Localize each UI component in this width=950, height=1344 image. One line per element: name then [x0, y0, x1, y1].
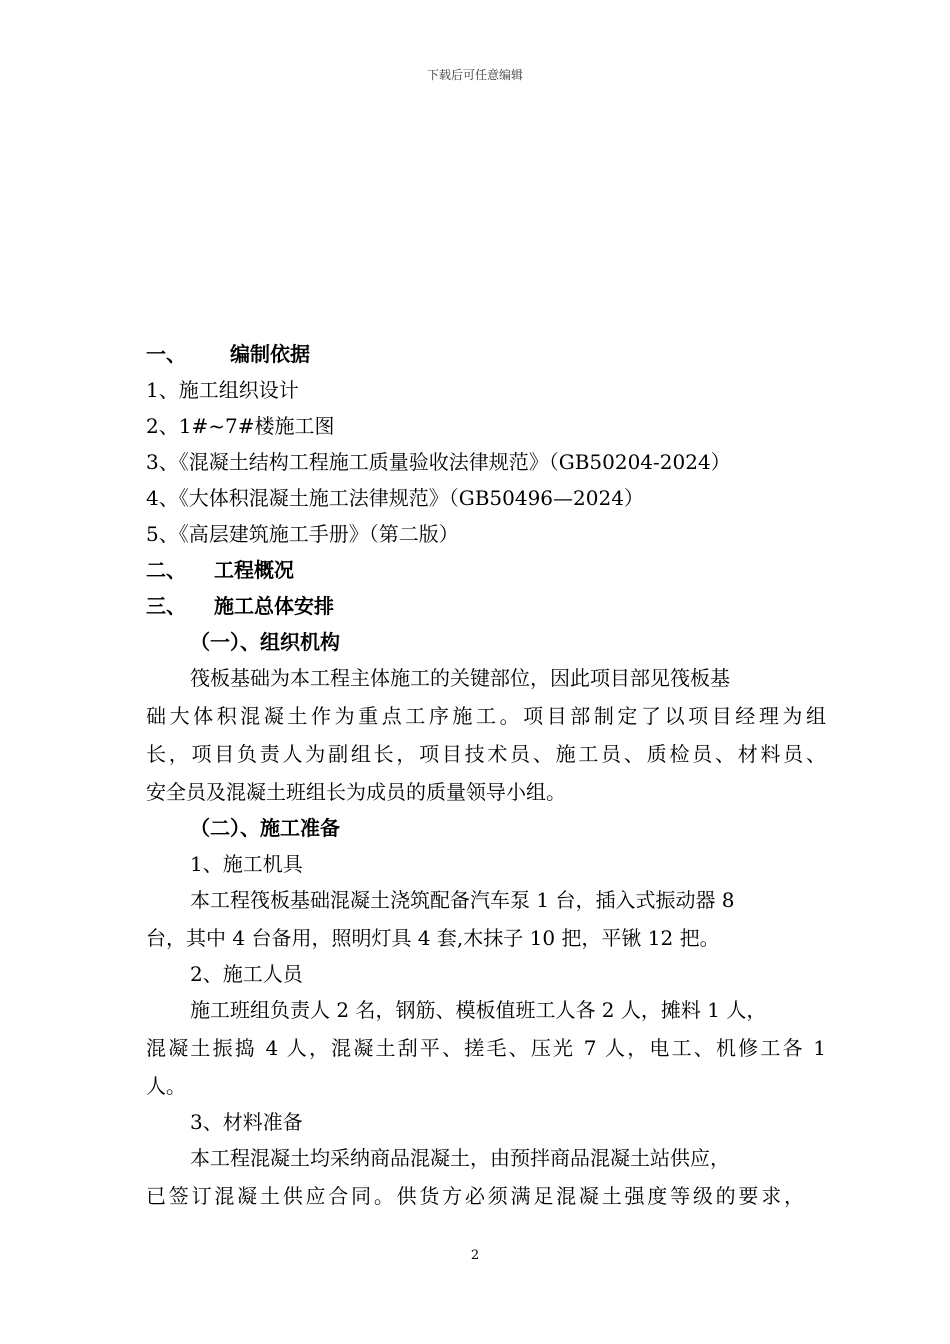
- prep-item-1-text: 台，其中 4 台备用，照明灯具 4 套,木抹子 10 把，平锹 12 把。: [146, 926, 720, 950]
- org-paragraph-line: 筏板基础为本工程主体施工的关键部位，因此项目部见筏板基: [190, 666, 730, 690]
- basis-item-3: 3、《混凝土结构工程施工质量验收法律规范》（GB50204-2024）: [146, 450, 731, 474]
- heading-2-text: 工程概况: [214, 558, 294, 582]
- heading-1-number: 一、: [146, 342, 186, 366]
- prep-item-3-text: 本工程混凝土均采纳商品混凝土，由预拌商品混凝土站供应，: [190, 1146, 730, 1170]
- heading-1-text: 编制依据: [230, 342, 310, 366]
- heading-2: [146, 558, 294, 582]
- org-paragraph-line: 长，项目负责人为副组长，项目技术员、施工员、质检员、材料员、: [146, 742, 826, 766]
- heading-3-number: 三、: [146, 594, 186, 618]
- basis-item-5: 5、《高层建筑施工手册》（第二版）: [146, 522, 459, 546]
- prep-item-2-text: 人。: [146, 1074, 186, 1098]
- heading-3: [146, 594, 334, 618]
- subheading-organization: （一）、组织机构: [190, 630, 340, 654]
- prep-item-2-text: 混凝土振捣 4 人，混凝土刮平、搓毛、压光 7 人，电工、机修工各 1: [146, 1036, 826, 1060]
- basis-item-4: 4、《大体积混凝土施工法律规范》（GB50496—2024）: [146, 486, 644, 510]
- prep-item-1-text: 本工程筏板基础混凝土浇筑配备汽车泵 1 台，插入式振动器 8: [190, 888, 735, 912]
- page-header: 下载后可任意编辑: [426, 68, 523, 82]
- org-paragraph-line: 础大体积混凝土作为重点工序施工。项目部制定了以项目经理为组: [146, 704, 826, 728]
- prep-item-1-title: 1、施工机具: [190, 852, 303, 876]
- prep-item-3-text: 已签订混凝土供应合同。供货方必须满足混凝土强度等级的要求，: [146, 1184, 804, 1208]
- org-paragraph-line: 安全员及混凝土班组长为成员的质量领导小组。: [146, 780, 566, 804]
- heading-2-number: 二、: [146, 558, 186, 582]
- heading-1: [146, 342, 310, 366]
- basis-item-1: 1、施工组织设计: [146, 378, 299, 402]
- subheading-preparation: （二）、施工准备: [190, 816, 340, 840]
- prep-item-2-title: 2、施工人员: [190, 962, 303, 986]
- prep-item-2-text: 施工班组负责人 2 名，钢筋、模板值班工人各 2 人，摊料 1 人，: [190, 998, 767, 1022]
- page-number: 2: [470, 1248, 480, 1263]
- basis-item-2: 2、1#~7#楼施工图: [146, 414, 335, 438]
- prep-item-3-title: 3、材料准备: [190, 1110, 303, 1134]
- heading-3-text: 施工总体安排: [214, 594, 334, 618]
